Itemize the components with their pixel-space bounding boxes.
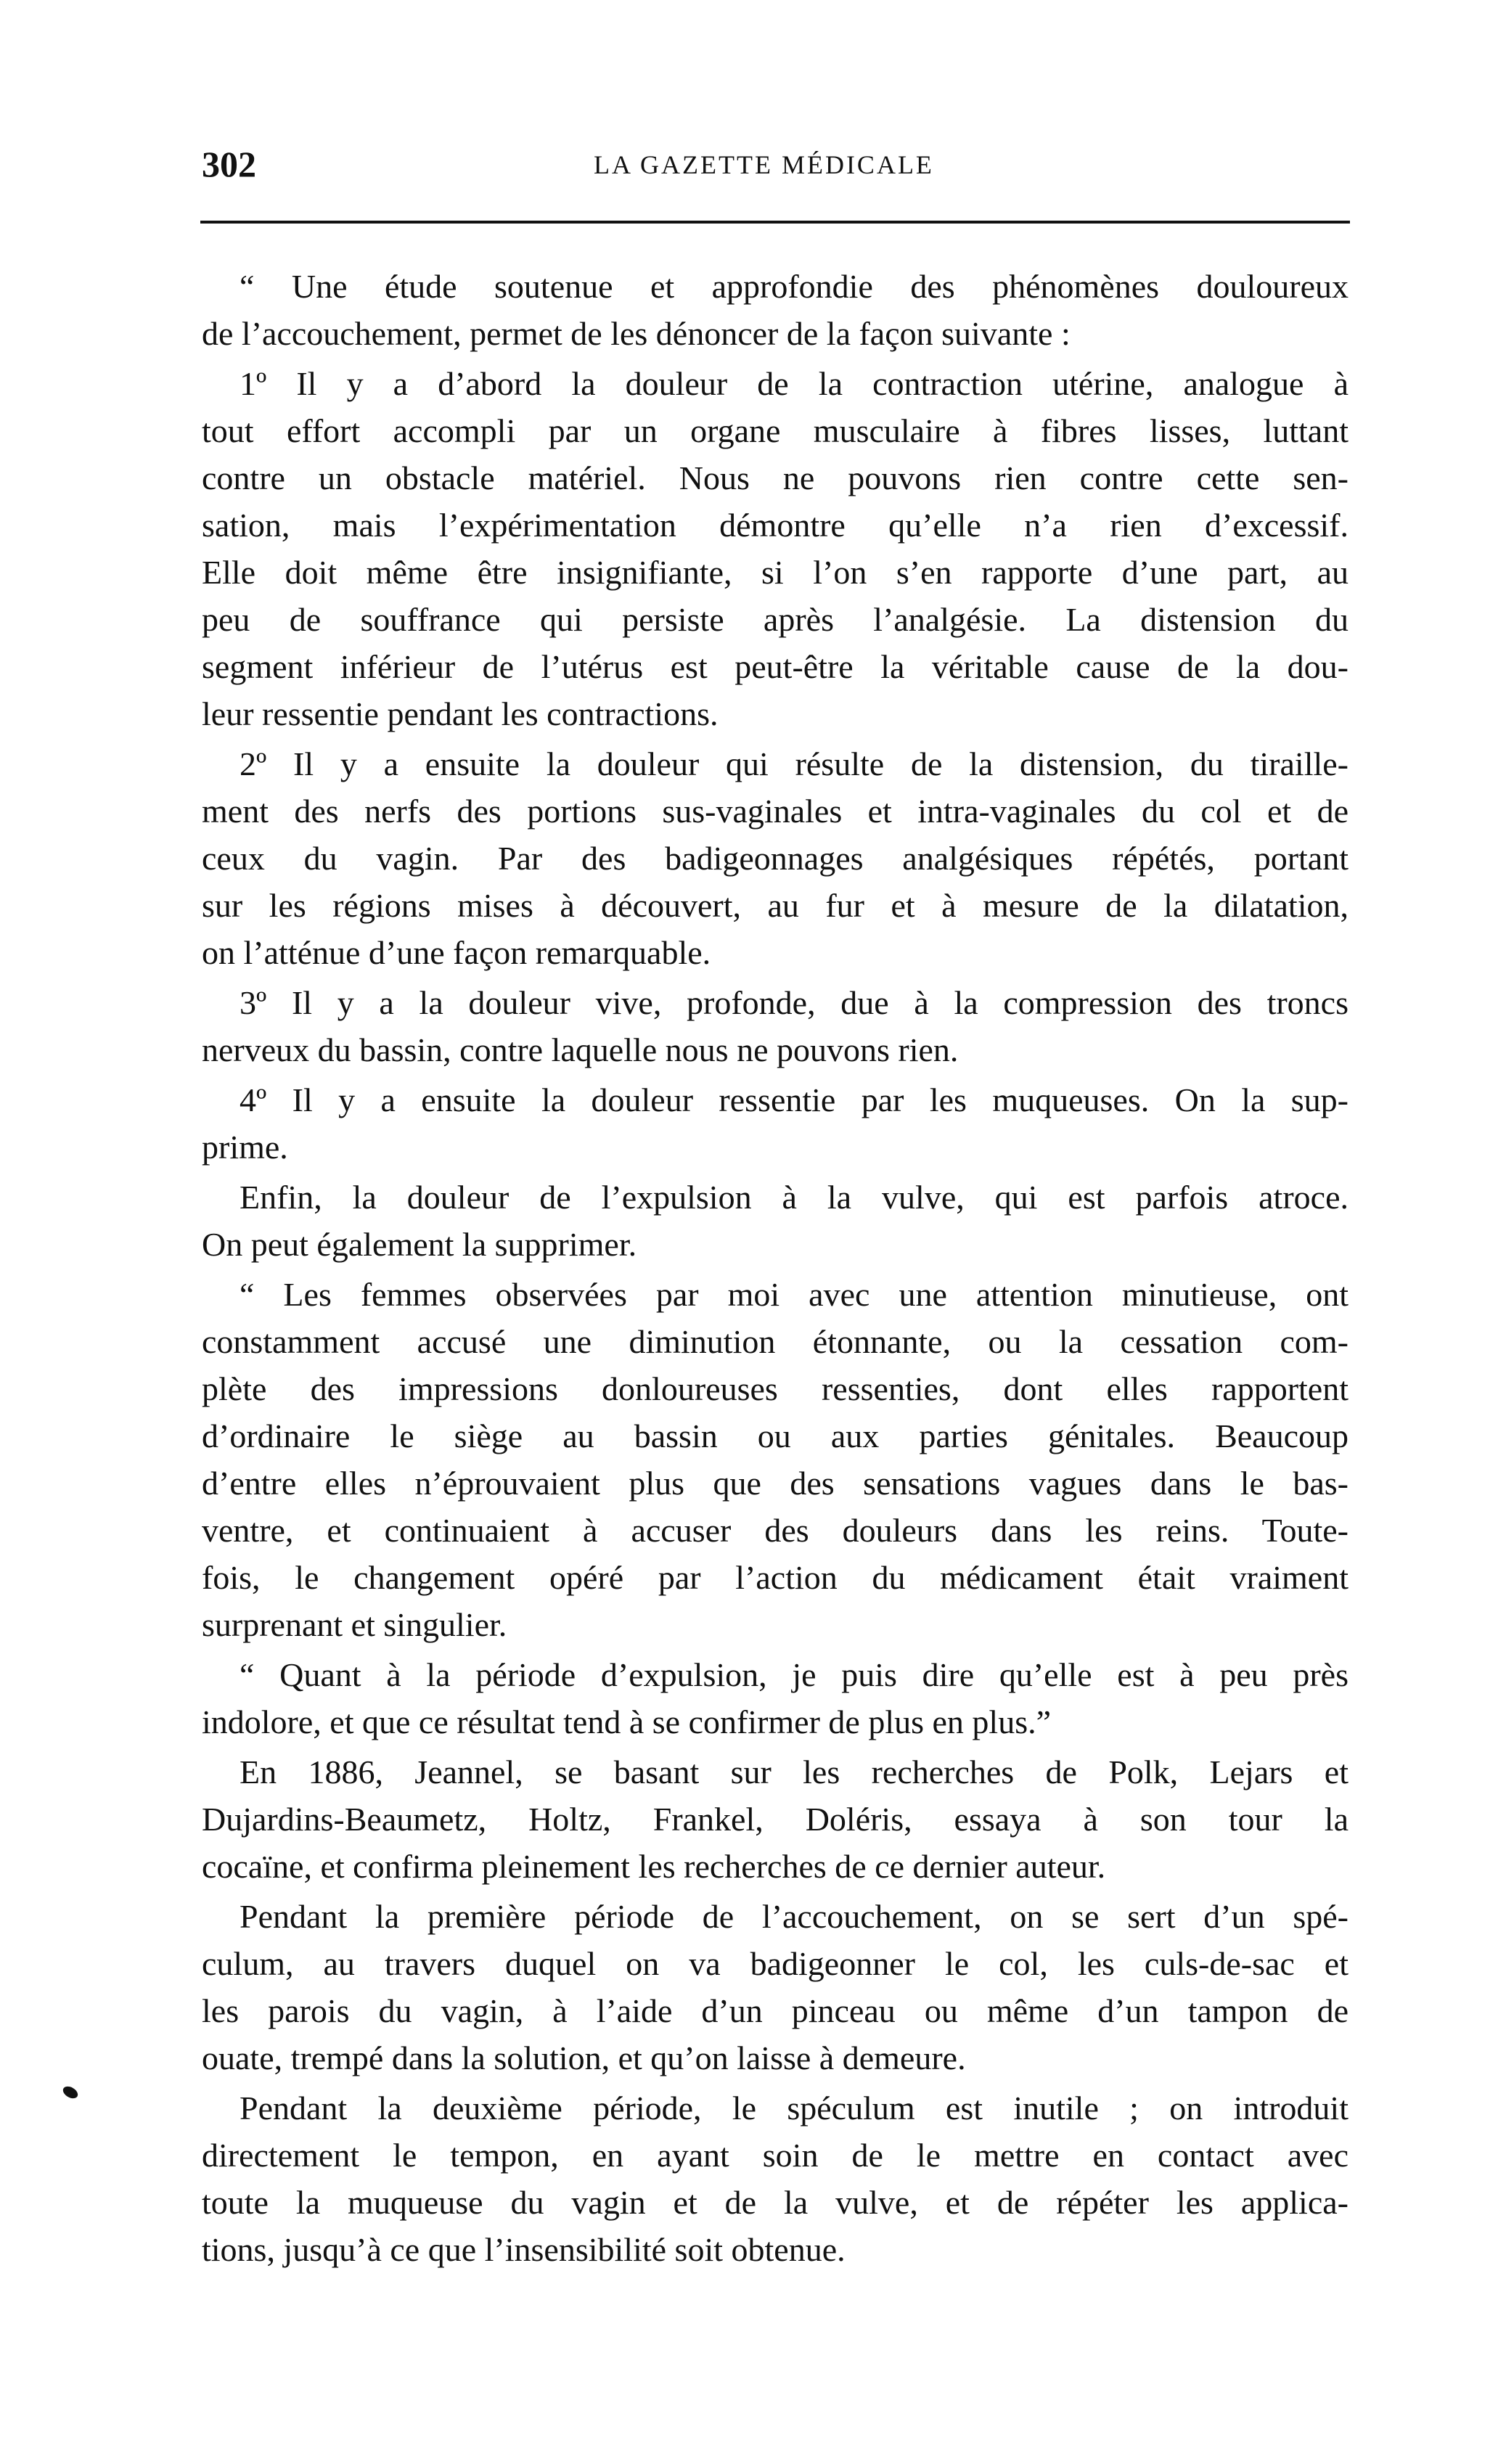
- text-line: 2º Il y a ensuite la douleur qui résulte de la distension, du tiraille-: [240, 745, 1349, 782]
- text-line: culum, au travers duquel on va badigeonner le col, les culs-de-sac et: [202, 1945, 1349, 1982]
- text-line: constamment accusé une diminution étonnante, ou la cessation com-: [202, 1323, 1349, 1360]
- text-line: indolore, et que ce résultat tend à se confirmer de plus en plus.”: [202, 1703, 1052, 1740]
- text-line: Pendant la première période de l’accouchement, on se sert d’un spé-: [240, 1898, 1349, 1935]
- text-line: cocaïne, et confirma pleinement les recherches de ce dernier auteur.: [202, 1848, 1106, 1885]
- text-line: surprenant et singulier.: [202, 1606, 507, 1643]
- paragraph-gap: [202, 2273, 1349, 2276]
- text-line: segment inférieur de l’utérus est peut-être la véritable cause de la dou-: [202, 648, 1349, 685]
- text-line: toute la muqueuse du vagin et de la vulve, et de répéter les applica-: [202, 2184, 1349, 2221]
- text-line: prime.: [202, 1129, 288, 1166]
- text-line: 3º Il y a la douleur vive, profonde, due à la compression des troncs: [240, 984, 1349, 1021]
- text-line: d’entre elles n’éprouvaient plus que des sensations vagues dans le bas-: [202, 1465, 1349, 1502]
- text-line: d’ordinaire le siège au bassin ou aux parties génitales. Beaucoup: [202, 1417, 1349, 1454]
- text-line: Enfin, la douleur de l’expulsion à la vulve, qui est parfois atroce.: [240, 1179, 1349, 1216]
- text-line: En 1886, Jeannel, se basant sur les recherches de Polk, Lejars et: [240, 1753, 1349, 1790]
- running-title: LA GAZETTE MÉDICALE: [594, 150, 934, 179]
- page-header: [202, 142, 1350, 186]
- text-line: Elle doit même être insignifiante, si l’on s’en rapporte d’une part, au: [202, 554, 1349, 591]
- paragraph: [202, 1076, 1349, 1171]
- text-line: 1º Il y a d’abord la douleur de la contraction utérine, analogue à: [240, 365, 1349, 402]
- text-line: 4º Il y a ensuite la douleur ressentie par les muqueuses. On la sup-: [240, 1081, 1349, 1118]
- paragraph: [202, 979, 1349, 1073]
- text-line: de l’accouchement, permet de les dénoncer de la façon suivante :: [202, 315, 1071, 352]
- text-line: ventre, et continuaient à accuser des douleurs dans les reins. Toute-: [202, 1512, 1349, 1549]
- body-text: [202, 263, 1349, 2276]
- header-rule: [200, 221, 1350, 224]
- text-line: contre un obstacle matériel. Nous ne pouvons rien contre cette sen-: [202, 459, 1349, 496]
- text-line: nerveux du bassin, contre laquelle nous ne pouvons rien.: [202, 1031, 959, 1068]
- text-line: directement le tempon, en ayant soin de le mettre en contact avec: [202, 2137, 1349, 2174]
- paragraph: [202, 1748, 1349, 1890]
- paragraph: [202, 263, 1349, 357]
- text-line: tout effort accompli par un organe musculaire à fibres lisses, luttant: [202, 412, 1349, 449]
- text-line: Dujardins-Beaumetz, Holtz, Frankel, Doléris, essaya à son tour la: [202, 1801, 1349, 1838]
- text-line: “ Quant à la période d’expulsion, je puis dire qu’elle est à peu près: [240, 1656, 1349, 1693]
- text-line: les parois du vagin, à l’aide d’un pinceau ou même d’un tampon de: [202, 1992, 1349, 2029]
- text-line: ment des nerfs des portions sus-vaginales et intra-vaginales du col et de: [202, 793, 1349, 830]
- text-line: sur les régions mises à découvert, au fur et à mesure de la dilatation,: [202, 887, 1349, 924]
- text-line: leur ressentie pendant les contractions.: [202, 695, 719, 732]
- text-line: plète des impressions donloureuses ressenties, dont elles rapportent: [202, 1370, 1349, 1407]
- paragraph: [202, 1174, 1349, 1268]
- paragraph: [202, 360, 1349, 737]
- paragraph: [202, 2084, 1349, 2273]
- paragraph: [202, 740, 1349, 976]
- ink-mark: [61, 2084, 80, 2100]
- text-line: sation, mais l’expérimentation démontre qu’elle n’a rien d’excessif.: [202, 507, 1349, 544]
- text-line: peu de souffrance qui persiste après l’analgésie. La distension du: [202, 601, 1349, 638]
- text-line: fois, le changement opéré par l’action du médicament était vraiment: [202, 1559, 1349, 1596]
- paragraph: [202, 1893, 1349, 2082]
- text-line: ouate, trempé dans la solution, et qu’on laisse à demeure.: [202, 2039, 966, 2076]
- paragraph: [202, 1271, 1349, 1648]
- text-line: tions, jusqu’à ce que l’insensibilité soit obtenue.: [202, 2231, 846, 2268]
- page-number: 302: [202, 144, 256, 184]
- text-line: “ Une étude soutenue et approfondie des phénomènes douloureux: [240, 268, 1349, 305]
- text-line: On peut également la supprimer.: [202, 1226, 637, 1263]
- text-line: on l’atténue d’une façon remarquable.: [202, 934, 711, 971]
- paragraph: [202, 1651, 1349, 1745]
- text-line: Pendant la deuxième période, le spéculum est inutile ; on introduit: [240, 2090, 1349, 2127]
- text-line: ceux du vagin. Par des badigeonnages analgésiques répétés, portant: [202, 840, 1349, 877]
- text-line: “ Les femmes observées par moi avec une attention minutieuse, ont: [240, 1276, 1349, 1313]
